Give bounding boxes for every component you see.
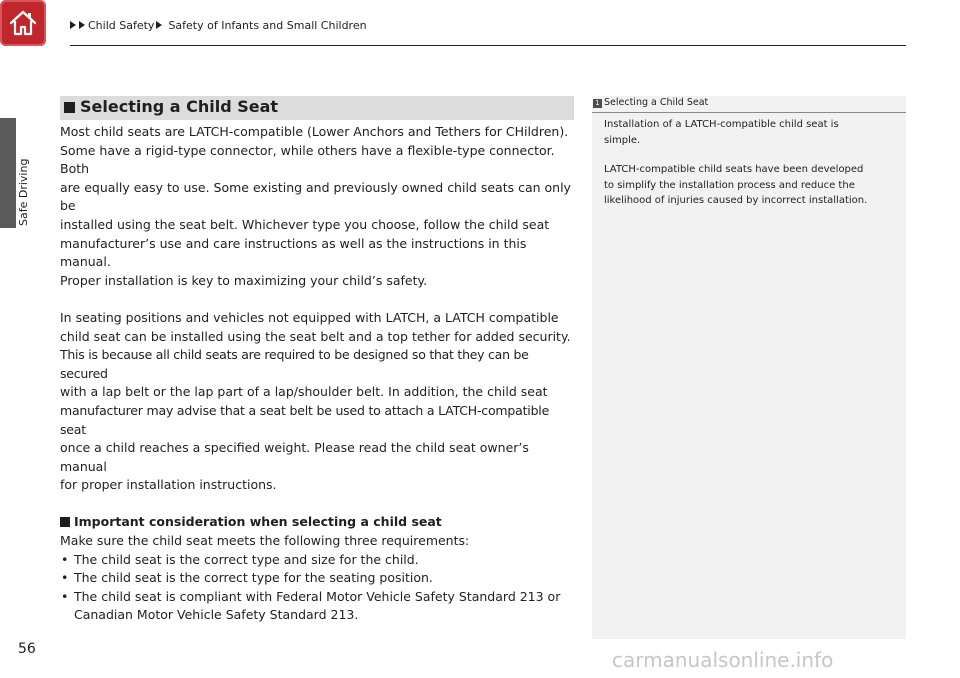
text-line: simple. [604, 134, 641, 146]
subheading-text: Important consideration when selecting a child seat [74, 514, 442, 530]
requirements-list [60, 551, 578, 625]
breadcrumb-arrow-icon [79, 21, 85, 29]
text-line: child seat can be installed using the seat belt and a top tether for added security. [60, 328, 571, 344]
text-line: to simplify the installation process and reduce the [604, 179, 855, 191]
text-line: This is because all child seats are required to be designed so that they can be secured [60, 347, 529, 381]
note-paragraph [604, 162, 896, 209]
note-number-icon: 1 [593, 99, 602, 108]
text-line: LATCH-compatible child seats have been developed [604, 164, 864, 175]
text-line: likelihood of injuries caused by incorrect installation. [604, 195, 868, 206]
list-item-text: Canadian Motor Vehicle Safety Standard 213. [74, 607, 359, 623]
list-item [60, 588, 578, 625]
breadcrumb-arrow-icon [70, 21, 76, 29]
list-item-text: The child seat is compliant with Federal Motor Vehicle Safety Standard 213 or [74, 588, 561, 604]
bullet-icon: • [61, 570, 69, 586]
text-line: for proper installation instructions. [60, 477, 277, 493]
note-paragraph [604, 117, 896, 148]
note-title [592, 97, 906, 108]
header-divider [70, 45, 906, 46]
subheading [60, 513, 578, 532]
breadcrumb [70, 19, 367, 32]
section-heading [60, 96, 574, 120]
text-line: manufacturer may advise that a seat belt be used to attach a LATCH-compatible seat [60, 402, 550, 437]
main-content [60, 123, 578, 625]
bullet-icon: • [61, 551, 69, 567]
paragraph-latch-intro [60, 123, 578, 290]
page-number: 56 [18, 641, 36, 657]
list-item [60, 551, 578, 570]
text-line: Proper installation is key to maximizing your child’s safety. [60, 272, 428, 288]
bullet-icon: • [61, 588, 69, 604]
subheading-square-icon [60, 517, 70, 527]
text-line: In seating positions and vehicles not equipped with LATCH, a LATCH compatible [60, 309, 559, 325]
chapter-label: Safe Driving [17, 158, 30, 226]
text-line: once a child reaches a specified weight. Please read the child seat owner’s manual [60, 440, 529, 474]
text-line: Some have a rigid-type connector, while others have a flexible-type connector. Both [60, 142, 555, 177]
breadcrumb-item-safety-of-infants[interactable]: Safety of Infants and Small Children [168, 19, 367, 32]
text-line: Most child seats are LATCH-compatible (Lower Anchors and Tethers for CHildren). [60, 124, 569, 139]
text-line: manufacturer’s use and care instructions as well as the instructions in this manual. [60, 235, 527, 270]
text-line: are equally easy to use. Some existing and previously owned child seats can only be [60, 179, 571, 214]
note-divider [592, 112, 906, 113]
list-item-text: The child seat is the correct type and size for the child. [74, 551, 419, 567]
text-line: Installation of a LATCH-compatible child seat is [604, 119, 839, 130]
paragraph-non-latch [60, 309, 578, 495]
text-line: installed using the seat belt. Whichever type you choose, follow the child seat [60, 216, 550, 232]
list-item [60, 569, 578, 588]
note-title-text: Selecting a Child Seat [604, 97, 709, 108]
text-line: with a lap belt or the lap part of a lap/shoulder belt. In addition, the child seat [60, 384, 548, 400]
chapter-tab[interactable] [0, 118, 16, 228]
chapter-label-wrap [16, 118, 30, 228]
section-title: Selecting a Child Seat [80, 97, 279, 116]
heading-square-icon [64, 102, 75, 113]
home-icon [8, 8, 38, 38]
note-body [604, 117, 896, 209]
breadcrumb-item-child-safety[interactable]: Child Safety [88, 19, 155, 32]
list-item-text: The child seat is the correct type for the seating position. [74, 570, 433, 586]
requirements-intro: Make sure the child seat meets the following three requirements: [60, 533, 470, 549]
home-button[interactable] [0, 0, 46, 46]
breadcrumb-arrow-icon [156, 21, 162, 29]
watermark: carmanualsonline.info [612, 648, 834, 672]
